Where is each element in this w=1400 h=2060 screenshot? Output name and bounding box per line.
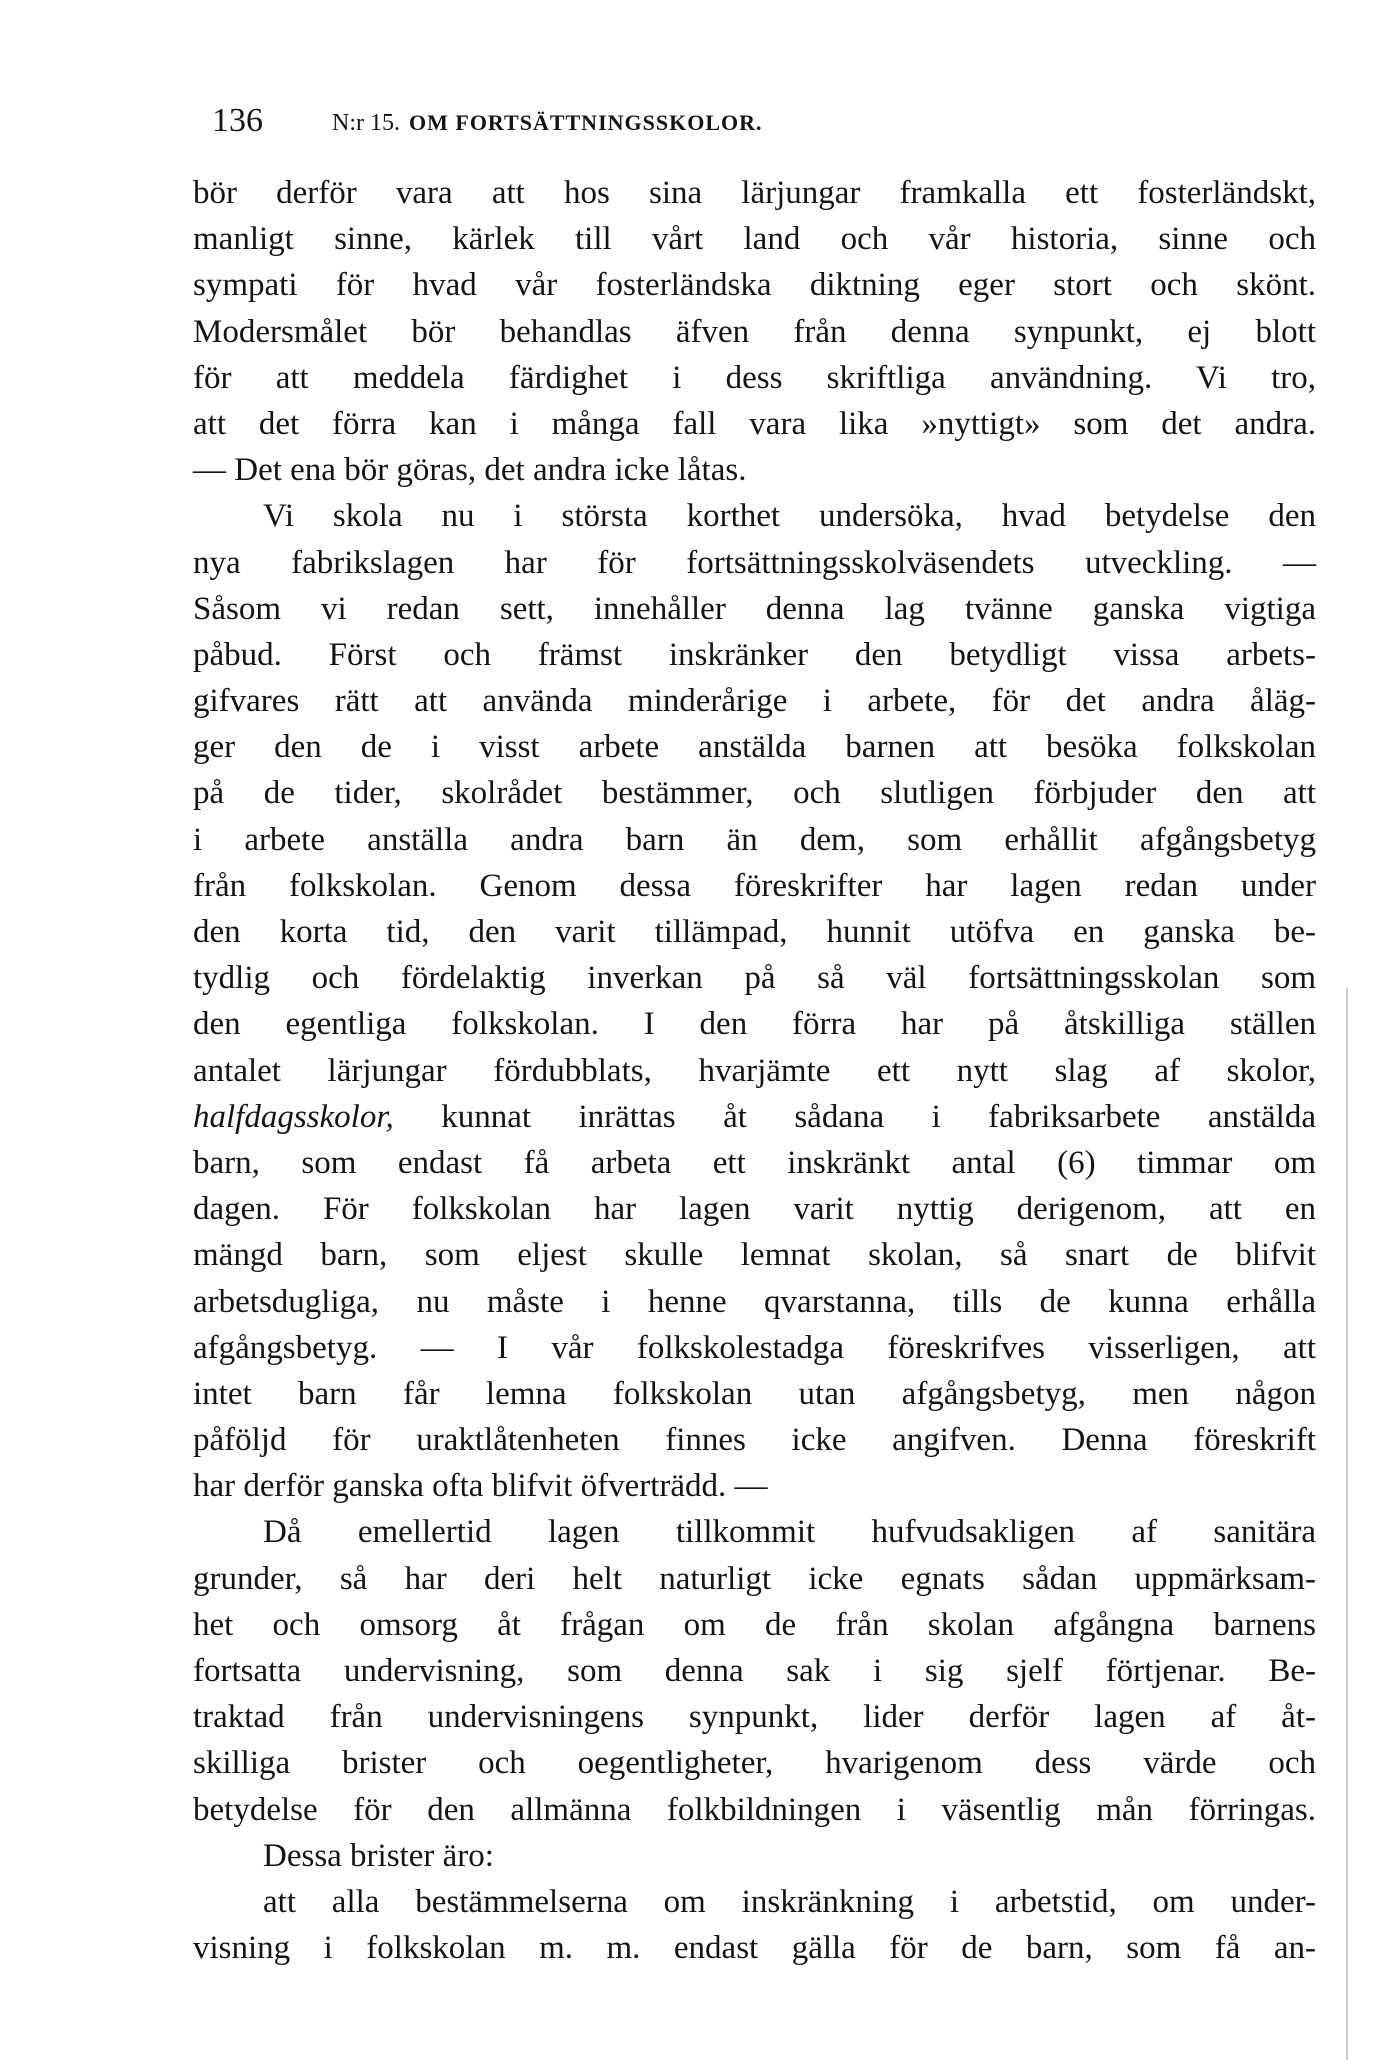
text-line: har derför ganska ofta blifvit öfverträdd. —: [193, 1468, 768, 1505]
text-line: het och omsorg åt frågan om de från skolan afgångna barnens: [193, 1606, 1316, 1643]
text-line: från folkskolan. Genom dessa föreskrifter har lagen redan under: [193, 867, 1316, 904]
text-line: ger den de i visst arbete anstälda barnen att besöka folkskolan: [193, 729, 1316, 766]
text-line: traktad från undervisningens synpunkt, lider derför lagen af åt-: [193, 1699, 1316, 1736]
paragraph-start-line: Vi skola nu i största korthet undersöka, hvad betydelse den: [263, 498, 1316, 535]
text-line: barn, som endast få arbeta ett inskränkt antal (6) timmar om: [193, 1144, 1316, 1181]
text-line: Såsom vi redan sett, innehåller denna lag tvänne ganska vigtiga: [193, 590, 1316, 627]
text-line: tydlig och fördelaktig inverkan på så väl fortsättningsskolan som: [193, 960, 1316, 997]
text-line: för att meddela färdighet i dess skriftliga användning. Vi tro,: [193, 359, 1316, 396]
text-line: den egentliga folkskolan. I den förra har på åtskilliga ställen: [193, 1006, 1316, 1043]
text-line: att det förra kan i många fall vara lika »nyttigt» som det andra.: [193, 405, 1316, 442]
text-line: intet barn får lemna folkskolan utan afgångsbetyg, men någon: [193, 1375, 1316, 1412]
text-line: Modersmålet bör behandlas äfven från denna synpunkt, ej blott: [193, 313, 1316, 350]
text-fragment: kunnat inrättas åt sådana i fabriksarbete anstälda: [393, 1098, 1316, 1135]
text-line: mängd barn, som eljest skulle lemnat skolan, så snart de blifvit: [193, 1237, 1316, 1274]
text-line: sympati för hvad vår fosterländska diktning eger stort och skönt.: [193, 267, 1316, 304]
text-line: i arbete anställa andra barn än dem, som erhållit afgångsbetyg: [193, 821, 1316, 858]
text-line: gifvares rätt att använda minderårige i arbete, för det andra åläg-: [193, 683, 1316, 720]
text-line: fortsatta undervisning, som denna sak i sig sjelf förtjenar. Be-: [193, 1653, 1316, 1689]
text-line: — Det ena bör göras, det andra icke låtas.: [193, 452, 747, 489]
text-line: grunder, så har deri helt naturligt icke egnats sådan uppmärksam-: [193, 1560, 1316, 1597]
paragraph-start-line: att alla bestämmelserna om inskränkning i arbetstid, om under-: [263, 1883, 1316, 1920]
text-line-italic: [193, 1094, 1316, 1140]
text-line: visning i folkskolan m. m. endast gälla för de barn, som få an-: [193, 1930, 1316, 1967]
running-title: OM FORTSÄTTNINGSSKOLOR.: [409, 110, 763, 135]
text-line: bör derför vara att hos sina lärjungar framkalla ett fosterländskt,: [193, 175, 1316, 211]
italic-term: halfdagsskolor,: [193, 1098, 394, 1135]
text-line: manligt sinne, kärlek till vårt land och vår historia, sinne och: [193, 221, 1316, 258]
paragraph-start-line: Dessa brister äro:: [263, 1837, 494, 1874]
text-line: antalet lärjungar fördubblats, hvarjämte ett nytt slag af skolor,: [193, 1052, 1316, 1089]
text-line: afgångsbetyg. — I vår folkskolestadga föreskrifves visserligen, att: [193, 1329, 1316, 1366]
text-line: påföljd för uraktlåtenheten finnes icke angifven. Denna föreskrift: [193, 1422, 1316, 1459]
text-line: betydelse för den allmänna folkbildningen i väsentlig mån förringas.: [193, 1791, 1316, 1828]
text-line: arbetsdugliga, nu måste i henne qvarstanna, tills de kunna erhålla: [193, 1283, 1316, 1320]
paragraph-start-line: Då emellertid lagen tillkommit hufvudsakligen af sanitära: [263, 1514, 1316, 1551]
text-line: nya fabrikslagen har för fortsättningsskolväsendets utveckling. —: [193, 544, 1316, 581]
text-line: dagen. För folkskolan har lagen varit nyttig derigenom, att en: [193, 1191, 1316, 1228]
text-line: den korta tid, den varit tillämpad, hunnit utöfva en ganska be-: [193, 914, 1316, 950]
page-header: [212, 96, 1212, 146]
text-line: på de tider, skolrådet bestämmer, och slutligen förbjuder den att: [193, 775, 1316, 812]
text-line: skilliga brister och oegentligheter, hvarigenom dess värde och: [193, 1745, 1316, 1782]
issue-number: N:r 15.: [332, 110, 400, 136]
body-text: [193, 170, 1316, 1971]
text-line: påbud. Först och främst inskränker den betydligt vissa arbets-: [193, 636, 1316, 673]
page-edge-line: [1346, 988, 1348, 2060]
page-number: 136: [212, 102, 263, 139]
